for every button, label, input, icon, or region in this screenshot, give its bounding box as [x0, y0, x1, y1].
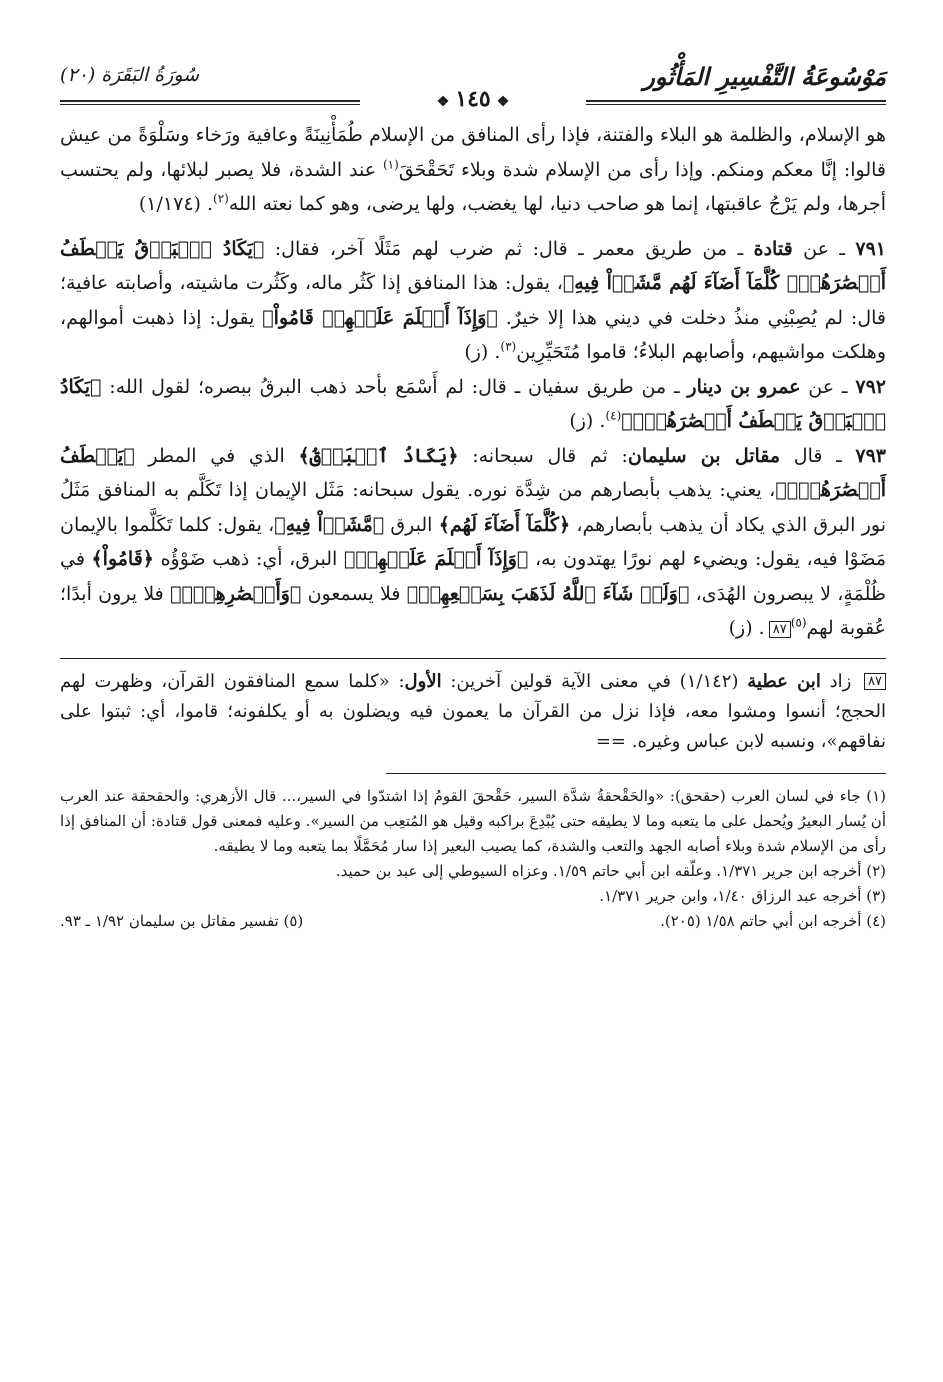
- footnote-3: (٣) أخرجه عبد الرزاق ١/٤٠، وابن جرير ١/٣٧١.: [599, 886, 886, 905]
- entry-number: ٧٩١: [855, 237, 886, 260]
- narrator-name: قتادة: [753, 237, 793, 260]
- page-number: [410, 86, 536, 112]
- header-rule-right: [586, 100, 886, 102]
- entry-text: البرق، أي: ذهب ضَوْؤُه: [153, 548, 344, 570]
- quran-verse: ﴿يَكَادُ ٱلۡبَرۡقُ يَخۡطَفُ أَبۡصَٰرَهُمۡۖ﴾: [60, 375, 886, 432]
- entry-text: يقول: إذا ذهبت أموالهم، وهلكت مواشيهم، وأصابهم البلاءُ؛ قاموا مُتَحَيِّرِين: [60, 306, 886, 363]
- commentary-text: : «كلما سمع المنافقون القرآن، وظهرت لهم الحجج؛ أنسوا ومشوا معه، فإذا نزل من القرآن ما يعمون فيه ويضلون به أو يكلفونه؛ قاموا، أي: ثبتوا على نفاقهم»، ونسبه لابن عباس وغيره. ==: [60, 670, 886, 752]
- quran-verse: ﴿وَلَوۡ شَآءَ ٱللَّهُ لَذَهَبَ بِسَمۡعِهِمۡ﴾: [406, 582, 690, 605]
- intro-paragraph: [60, 118, 886, 222]
- quran-verse: ﴿مَّشَوۡاْ فِيهِ﴾: [274, 513, 385, 536]
- intro-text-cont: عند الشدة، فلا يصبر لبلائها، ولم يحتسب أجرها، ولم يَرْجُ عاقبتها، إنما هو صاحب دنيا، لها يغضب، ولها يرضى، وهو كما نعته الله: [60, 158, 886, 215]
- entry-text: في ظُلْمَةٍ، لا يبصرون الهُدَى،: [60, 548, 886, 605]
- quran-verse: ﴿يَخۡطَفُ أَبۡصَٰرَهُمۡۖ﴾: [60, 444, 886, 501]
- ornament-left-icon: ❖: [436, 94, 450, 110]
- quran-verse: ﴿وَإِذَآ أَظۡلَمَ عَلَيۡهِمۡ قَامُواْ﴾: [262, 306, 498, 329]
- header-rule-left: [60, 100, 360, 102]
- entry-end: . (ز): [569, 410, 606, 432]
- page: [60, 48, 886, 934]
- entry-792: [60, 370, 886, 439]
- footnote-marker-1[interactable]: (١): [382, 157, 399, 172]
- quran-verse: ﴿وَإِذَآ أَظۡلَمَ عَلَيۡهِمۡ﴾: [343, 548, 529, 570]
- intro-text: هو الإسلام، والظلمة هو البلاء والفتنة، فإذا رأى المنافق من الإسلام طُمَأْنِينَةً وعافية ورَخاء وسَلْوَةً من عيش قالوا: إنَّا معكم ومنكم. وإذا رأى من الإسلام شدة وبلاء تَحَقْحَقَ: [60, 124, 886, 181]
- footnote-1: (١) جاء في لسان العرب (حقحق): «والحَقْحقةُ شدَّة السير، حَقْحقَ القومُ إذا اشتدّوا في السير،... قال الأزهري: والحقحقة عند العرب أن يُسار البعيرُ ويُحمل على ما يتعبه وما لا يطيقه حتى يُبْدِعَ براكبه وقيل هو المُتعِب من السير». وعليه فمعنى قول قتادة: أن المنافق إذا رأى من الإسلام شدة وبلاء أصابه الجهد والتعب والشدة، كما يصيب البعير إذا سار مُحَمَّلًا بما يتعبه وما لا يطيقه.: [60, 786, 886, 855]
- entry-793: [60, 439, 886, 646]
- footnotes: [60, 784, 886, 934]
- commentary-text: زاد: [820, 670, 861, 692]
- footnote-marker-2[interactable]: (٢): [213, 191, 229, 206]
- entry-text: ـ من طريق معمر ـ قال: ثم ضرب لهم مَثَلًا آخر، فقال:: [264, 237, 754, 260]
- footnotes-separator: [386, 773, 886, 774]
- entry-text: الذي في المطر: [134, 444, 299, 467]
- surah-title: سُورَةُ البَقَرَة (٢٠): [60, 64, 200, 86]
- entry-end: . (ز): [728, 617, 765, 639]
- commentary-author: ابن عطية: [747, 670, 821, 692]
- entry-number: ٧٩٢: [855, 375, 886, 398]
- intro-end: . (١/١٧٤): [138, 193, 214, 215]
- narrator-name: عمرو بن دينار: [687, 375, 801, 398]
- entry-text: : ثم قال سبحانه:: [458, 444, 628, 467]
- footnote-4: (٤) أخرجه ابن أبي حاتم ١/٥٨ (٢٠٥).: [660, 911, 886, 930]
- quran-verse: ﴿كُلَّمَآ أَضَآءَ لَهُم﴾: [438, 513, 571, 536]
- commentary-lead: الأول: [404, 670, 442, 692]
- entry-lead: ـ قال: [780, 444, 856, 467]
- footnote-2: (٢) أخرجه ابن جرير ١/٣٧١. وعلّقه ابن أبي حاتم ١/٥٩. وعزاه السيوطي إلى عبد بن حميد.: [335, 861, 886, 880]
- footnote-row: [60, 909, 886, 934]
- entry-text: فلا يرون أبدًا؛ عُقوبة لهم: [60, 582, 886, 639]
- entry-text: البرق: [384, 513, 439, 536]
- quran-verse: ﴿يَكَادُ ٱلۡبَرۡقُ﴾: [298, 444, 459, 467]
- commentary-ref-badge[interactable]: ٨٧: [864, 673, 886, 690]
- entry-lead: ـ عن: [800, 375, 856, 398]
- entry-end: . (ز): [464, 341, 501, 363]
- quran-verse: ﴿قَامُواْ﴾: [91, 548, 154, 570]
- page-number-value: ١٤٥: [455, 86, 491, 112]
- commentary-ref-badge[interactable]: ٨٧: [769, 621, 791, 638]
- footnote-marker-5[interactable]: (٥): [790, 615, 807, 630]
- narrator-name: مقاتل بن سليمان: [627, 444, 781, 467]
- quran-verse: ﴿يَكَادُ ٱلۡبَرۡقُ يَخۡطَفُ أَبۡصَٰرَهُمۡۖ كُلَّمَآ أَضَآءَ لَهُم مَّشَوۡاْ فِيهِ﴾: [60, 237, 886, 294]
- entry-text: ، يقول: هذا المنافق إذا كَثُر ماله، وكَثُرت ماشيته، وأصابته عافية؛ قال: لم يُصِبْنِي منذُ دخلت في ديني هذا إلا خيرٌ.: [60, 272, 887, 329]
- commentary-paragraph: [60, 667, 886, 757]
- entry-791: [60, 232, 886, 370]
- book-title: مَوْسُوعَةُ التَّفْسِيرِ المَأْثُور: [643, 62, 886, 91]
- ornament-right-icon: ❖: [496, 94, 510, 110]
- quran-verse: ﴿وَأَبۡصَٰرِهِمۡۚ﴾: [170, 582, 302, 605]
- commentary-note: [60, 667, 886, 757]
- commentary-text: (١/١٤٢) في معنى الآية قولين آخرين:: [441, 670, 748, 692]
- entry-number: ٧٩٣: [855, 444, 886, 467]
- footnote-marker-3[interactable]: (٣): [500, 339, 517, 354]
- entry-text: ، يقول: كلما تَكَلَّموا بالإيمان مَضَوْا فيه، يقول: ويضيء لهم نورًا يهتدون به،: [60, 513, 886, 570]
- commentary-separator: [60, 658, 886, 659]
- footnote-5: (٥) تفسير مقاتل بن سليمان ١/٩٢ ـ ٩٣.: [60, 911, 304, 930]
- entry-text: فلا يسمعون: [301, 582, 407, 605]
- page-header: [60, 48, 886, 118]
- entry-text: ، يعني: يذهب بأبصارهم من شِدَّة نوره. يقول سبحانه: مَثَل الإيمان إذا تَكَلَّم به المنافق مَثَلُ نور البرق الذي يكاد أن يذهب بأبصارهم،: [60, 479, 886, 536]
- main-text: [60, 118, 886, 646]
- footnote-marker-4[interactable]: (٤): [605, 408, 622, 423]
- entry-lead: ـ عن: [792, 237, 856, 260]
- entry-text: ـ من طريق سفيان ـ قال: لم أَسْمَع بأحد ذهب البرقُ ببصره؛ لقول الله:: [101, 375, 688, 398]
